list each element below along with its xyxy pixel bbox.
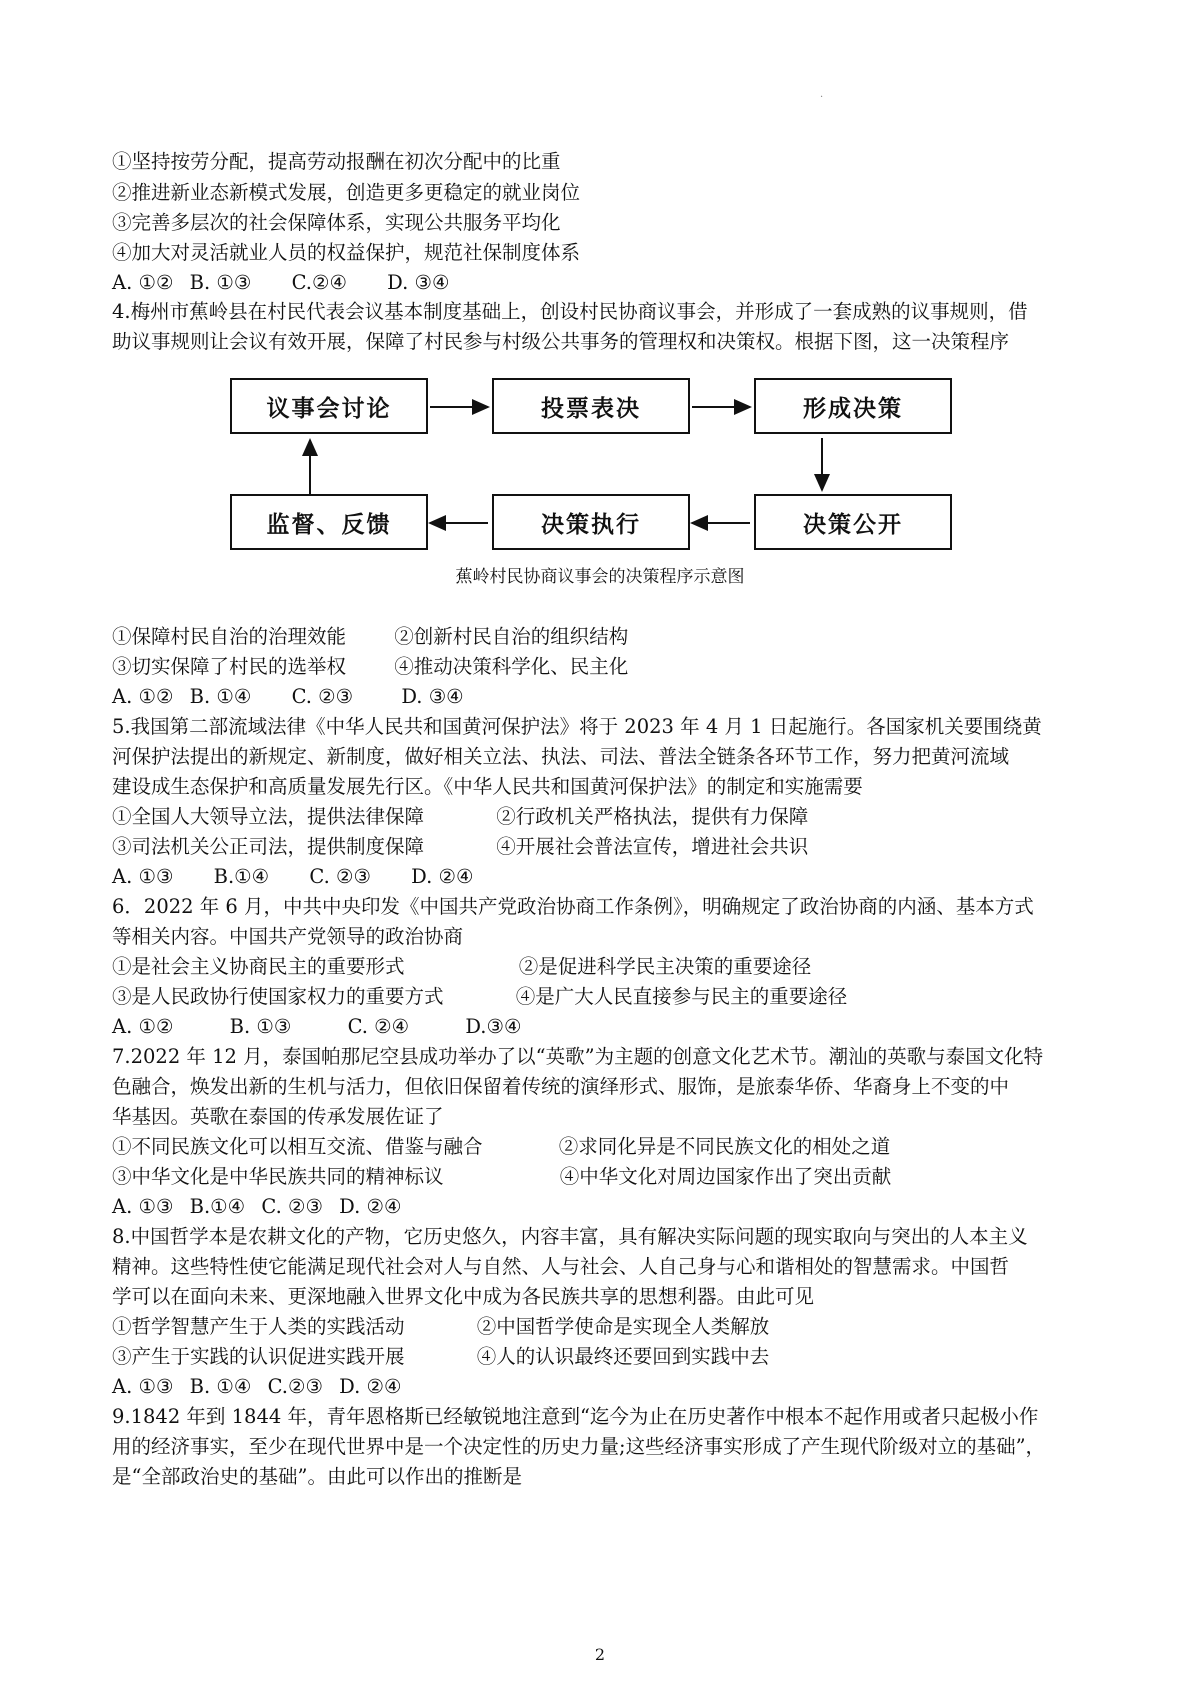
q5-option-3: ③司法机关公正司法，提供制度保障	[112, 835, 425, 858]
q7-option-4: ④中华文化对周边国家作出了突出贡献	[559, 1165, 892, 1188]
q6-options-row-1	[112, 952, 811, 982]
answer-choice: C. ②④	[347, 1015, 410, 1038]
answer-choice: B. ①③	[189, 271, 252, 294]
answer-choice: D. ③④	[401, 685, 464, 708]
answer-choice: C.②③	[267, 1375, 323, 1398]
q8-options-row-1	[112, 1312, 769, 1342]
flow-box-disclosure: 决策公开	[754, 494, 952, 550]
q5-stem-line-2: 河保护法提出的新规定、新制度，做好相关立法、执法、司法、普法全链条各环节工作，努力把黄河流域	[112, 745, 1010, 768]
answer-choice: C. ②③	[291, 685, 354, 708]
q8-stem-line-2: 精神。这些特性使它能满足现代社会对人与自然、人与社会、人自己身与心和谐相处的智慧需求。中国哲	[112, 1255, 1010, 1278]
q5-option-2: ②行政机关严格执法，提供有力保障	[496, 805, 809, 828]
q5-stem-line-3: 建设成生态保护和高质量发展先行区。《中华人民共和国黄河保护法》的制定和实施需要	[112, 775, 863, 798]
decision-flow-diagram	[230, 378, 980, 553]
q7-option-1: ①不同民族文化可以相互交流、借鉴与融合	[112, 1135, 483, 1158]
q7-options-row-2	[112, 1162, 891, 1192]
flow-box-discussion: 议事会讨论	[230, 378, 428, 434]
q7-option-2: ②求同化异是不同民族文化的相处之道	[558, 1135, 891, 1158]
q4-option-1: ①保障村民自治的治理效能	[112, 625, 347, 648]
q4-option-2: ②创新村民自治的组织结构	[394, 625, 629, 648]
answer-choice: B.①④	[189, 1195, 246, 1218]
q7-option-3: ③中华文化是中华民族共同的精神标议	[112, 1165, 444, 1188]
answer-choice: C. ②③	[309, 865, 371, 888]
answer-choice: D. ③④	[387, 271, 450, 294]
q4-options-row-1	[112, 622, 628, 652]
answer-choice: B. ①④	[189, 1375, 252, 1398]
q6-option-1: ①是社会主义协商民主的重要形式	[112, 955, 405, 978]
answer-choice: B. ①④	[189, 685, 252, 708]
q6-option-4: ④是广大人民直接参与民主的重要途径	[515, 985, 848, 1008]
q3-option-4: ④加大对灵活就业人员的权益保护，规范社保制度体系	[112, 241, 581, 264]
answer-choice: C. ②③	[261, 1195, 323, 1218]
answer-choice: A. ①②	[112, 685, 174, 708]
q4-stem-line-1: 4.梅州市蕉岭县在村民代表会议基本制度基础上，创设村民协商议事会，并形成了一套成熟的议事规则，借	[112, 300, 1028, 323]
q4-stem-line-2: 助议事规则让会议有效开展，保障了村民参与村级公共事务的管理权和决策权。根据下图，这一决策程序	[112, 330, 1010, 353]
q8-option-4: ④人的认识最终还要回到实践中去	[476, 1345, 770, 1368]
q3-option-3: ③完善多层次的社会保障体系，实现公共服务平均化	[112, 211, 561, 234]
q8-option-2: ②中国哲学使命是实现全人类解放	[476, 1315, 770, 1338]
flow-box-execution: 决策执行	[492, 494, 690, 550]
q4-option-3: ③切实保障了村民的选举权	[112, 655, 347, 678]
q4-option-4: ④推动决策科学化、民主化	[394, 655, 629, 678]
q7-answers	[112, 1192, 401, 1222]
q6-options-row-2	[112, 982, 847, 1012]
answer-choice: A. ①③	[112, 1195, 174, 1218]
q3-option-1: ①坚持按劳分配，提高劳动报酬在初次分配中的比重	[112, 150, 561, 173]
q8-stem-line-3: 学可以在面向未来、更深地融入世界文化中成为各民族共享的思想利器。由此可见	[112, 1285, 815, 1308]
q6-answers	[112, 1012, 521, 1042]
flow-box-voting: 投票表决	[492, 378, 690, 434]
q8-option-3: ③产生于实践的认识促进实践开展	[112, 1345, 405, 1368]
q5-options-row-2	[112, 832, 808, 862]
q6-stem-line-1: 6．2022 年 6 月，中共中央印发《中国共产党政治协商工作条例》，明确规定了政治协商的内涵、基本方式	[112, 895, 1034, 918]
q5-option-1: ①全国人大领导立法，提供法律保障	[112, 805, 425, 828]
answer-choice: B. ①③	[229, 1015, 292, 1038]
diagram-caption: 蕉岭村民协商议事会的决策程序示意图	[455, 567, 745, 587]
q3-answers	[112, 268, 449, 298]
answer-choice: C.②④	[291, 271, 347, 294]
page-number: 2	[594, 1645, 606, 1664]
q5-stem-line-1: 5.我国第二部流域法律《中华人民共和国黄河保护法》将于 2023 年 4 月 1 日起施行。各国家机关要围绕黄	[112, 715, 1042, 738]
q8-option-1: ①哲学智慧产生于人类的实践活动	[112, 1315, 405, 1338]
answer-choice: A. ①③	[112, 865, 174, 888]
flow-box-decision: 形成决策	[754, 378, 952, 434]
answer-choice: A. ①②	[112, 271, 174, 294]
answer-choice: A. ①②	[112, 1015, 174, 1038]
q9-stem-line-2: 用的经济事实，至少在现代世界中是一个决定性的历史力量;这些经济事实形成了产生现代阶级对立的基础”，	[112, 1435, 1046, 1458]
q5-answers	[112, 862, 473, 892]
answer-choice: D. ②④	[339, 1375, 402, 1398]
answer-choice: A. ①③	[112, 1375, 174, 1398]
answer-choice: D. ②④	[339, 1195, 402, 1218]
q9-stem-line-3: 是“全部政治史的基础”。由此可以作出的推断是	[112, 1465, 522, 1488]
q8-stem-line-1: 8.中国哲学本是农耕文化的产物，它历史悠久，内容丰富，具有解决实际问题的现实取向与突出的人本主义	[112, 1225, 1028, 1248]
q8-answers	[112, 1372, 401, 1402]
q4-answers	[112, 682, 464, 712]
answer-choice: D. ②④	[411, 865, 474, 888]
answer-choice: B.①④	[213, 865, 270, 888]
q5-option-4: ④开展社会普法宣传，增进社会共识	[496, 835, 809, 858]
scan-mark: ·	[820, 92, 824, 103]
q7-options-row-1	[112, 1132, 890, 1162]
q6-option-2: ②是促进科学民主决策的重要途径	[518, 955, 812, 978]
q7-stem-line-2: 色融合，焕发出新的生机与活力，但依旧保留着传统的演绎形式、服饰，是旅泰华侨、华裔身上不变的中	[112, 1075, 1010, 1098]
flow-box-supervision: 监督、反馈	[230, 494, 428, 550]
q4-options-row-2	[112, 652, 628, 682]
answer-choice: D.③④	[465, 1015, 522, 1038]
q7-stem-line-1: 7.2022 年 12 月，泰国帕那尼空县成功举办了以“英歌”为主题的创意文化艺术节。潮汕的英歌与泰国文化特	[112, 1045, 1044, 1068]
q8-options-row-2	[112, 1342, 769, 1372]
q7-stem-line-3: 华基因。英歌在泰国的传承发展佐证了	[112, 1105, 444, 1128]
q5-options-row-1	[112, 802, 808, 832]
q9-stem-line-1: 9.1842 年到 1844 年，青年恩格斯已经敏锐地注意到“迄今为止在历史著作中根本不起作用或者只起极小作	[112, 1405, 1039, 1428]
q3-option-2: ②推进新业态新模式发展，创造更多更稳定的就业岗位	[112, 181, 581, 204]
q6-option-3: ③是人民政协行使国家权力的重要方式	[112, 985, 444, 1008]
q6-stem-line-2: 等相关内容。中国共产党领导的政治协商	[112, 925, 464, 948]
